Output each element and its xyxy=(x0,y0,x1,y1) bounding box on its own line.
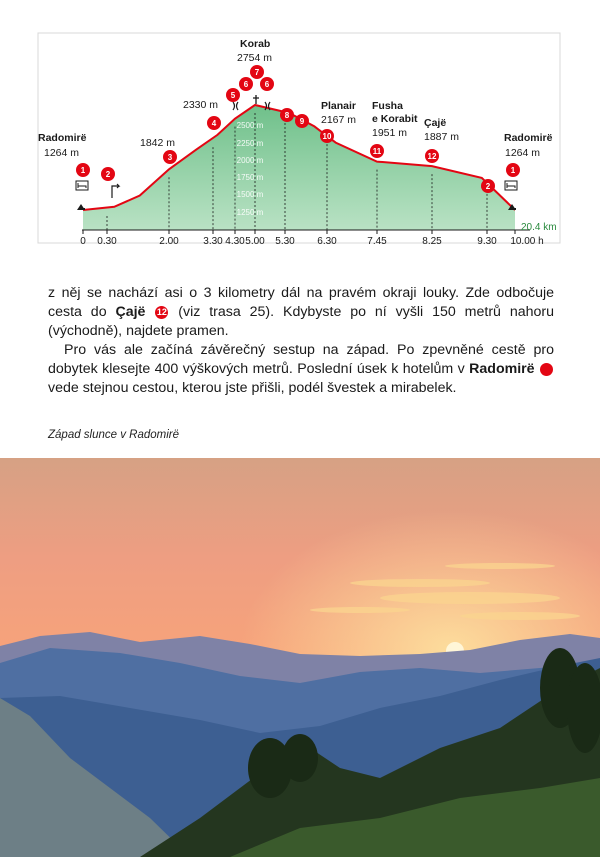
x-tick-label: 5.00 xyxy=(245,236,265,247)
x-tick-label: 5.30 xyxy=(275,236,295,247)
p2-text-b: vede stejnou cestou, kterou jste přišli, podél švestek a mirabelek. xyxy=(48,380,457,396)
x-axis-ticks xyxy=(80,230,543,247)
p2-text-a: Pro vás ale začíná závěrečný sestup na západ. Po zpevněné cestě pro dobytek klesejte 400 výškových metrů. Poslední úsek k hotelům v xyxy=(48,342,554,377)
waypoint-badge-1: 1 xyxy=(540,363,553,376)
elevation-line-label: 2500 m xyxy=(236,121,264,130)
elev-label-2: 1842 m xyxy=(140,137,176,149)
place-label-start: Radomirë xyxy=(38,132,87,144)
body-text xyxy=(48,284,562,398)
place-elev-caje: 1887 m xyxy=(424,131,460,143)
waypoint-number: 9 xyxy=(299,117,305,126)
paragraph-2 xyxy=(48,341,562,398)
pass-icon-left xyxy=(233,102,238,110)
hotel-icon-end xyxy=(505,181,517,190)
place-elev-korab: 2754 m xyxy=(237,52,273,64)
elevation-profile-chart xyxy=(0,0,600,270)
elevation-line-label: 1250 m xyxy=(236,208,264,217)
place-elev-start: 1264 m xyxy=(44,147,80,159)
waypoint-number: 3 xyxy=(167,153,173,162)
turn-sign-icon xyxy=(112,184,119,198)
place-label-korab: Korab xyxy=(240,38,271,50)
paragraph-1 xyxy=(48,284,554,341)
elevation-line-label: 1750 m xyxy=(236,173,264,182)
waypoint-number: 1 xyxy=(510,166,516,175)
x-tick-label: 4.30 xyxy=(225,236,245,247)
waypoint-number: 12 xyxy=(427,152,437,161)
hotel-icon-start xyxy=(76,181,88,190)
waypoint-number: 4 xyxy=(211,119,217,128)
waypoint-number: 2 xyxy=(105,170,111,179)
x-tick-label: 8.25 xyxy=(422,236,442,247)
photo-caption: Západ slunce v Radomirë xyxy=(48,429,180,441)
place-elev-fusha: 1951 m xyxy=(372,127,408,139)
waypoint-number: 8 xyxy=(284,111,290,120)
x-tick-label: 0 xyxy=(80,236,86,247)
elevation-line-label: 2250 m xyxy=(236,139,264,148)
waypoint-number: 5 xyxy=(230,91,236,100)
x-tick-label: 6.30 xyxy=(317,236,337,247)
p1-text-a: z něj se nachází asi o 3 kilometry dál na pravém okraji louky. Zde odbočuje cesta do xyxy=(48,285,554,320)
x-tick-label: 0.30 xyxy=(97,236,117,247)
place-elev-planair: 2167 m xyxy=(321,114,357,126)
place-elev-end: 1264 m xyxy=(505,147,541,159)
place-label-planair: Planair xyxy=(321,100,357,112)
waypoint-badge-12: 12 xyxy=(156,307,167,317)
place-label-fusha-2: e Korabit xyxy=(372,113,418,125)
elevation-line-label: 1500 m xyxy=(236,190,264,199)
village-icon-start xyxy=(77,204,85,210)
waypoint-number: 11 xyxy=(372,147,382,156)
p1-text-b: (viz trasa 25). Kdybyste po ní vyšli 150 metrů nahoru (východně), najdete pramen. xyxy=(48,304,555,339)
elev-label-4: 2330 m xyxy=(183,99,219,111)
summit-cross-icon xyxy=(253,95,259,104)
place-label-fusha: Fusha xyxy=(372,100,403,112)
waypoint-number: 2 xyxy=(485,182,491,191)
x-tick-label: 10.00 h xyxy=(510,236,544,247)
x-tick-label: 7.45 xyxy=(367,236,387,247)
elevation-line-label: 2000 m xyxy=(236,156,264,165)
total-distance: 20.4 km xyxy=(521,222,557,233)
x-tick-label: 2.00 xyxy=(159,236,179,247)
place-label-end: Radomirë xyxy=(504,132,553,144)
x-tick-label: 9.30 xyxy=(477,236,497,247)
p1-place: Çajë xyxy=(115,304,146,320)
waypoint-number: 7 xyxy=(254,68,260,77)
x-tick-label: 3.30 xyxy=(203,236,223,247)
place-label-caje: Çajë xyxy=(424,117,447,129)
sunset-photo xyxy=(0,458,600,857)
waypoint-number: 6 xyxy=(243,80,249,89)
waypoint-number: 10 xyxy=(322,132,332,141)
p2-place: Radomirë xyxy=(469,361,535,377)
waypoint-number: 6 xyxy=(264,80,270,89)
waypoint-number: 1 xyxy=(80,166,86,175)
